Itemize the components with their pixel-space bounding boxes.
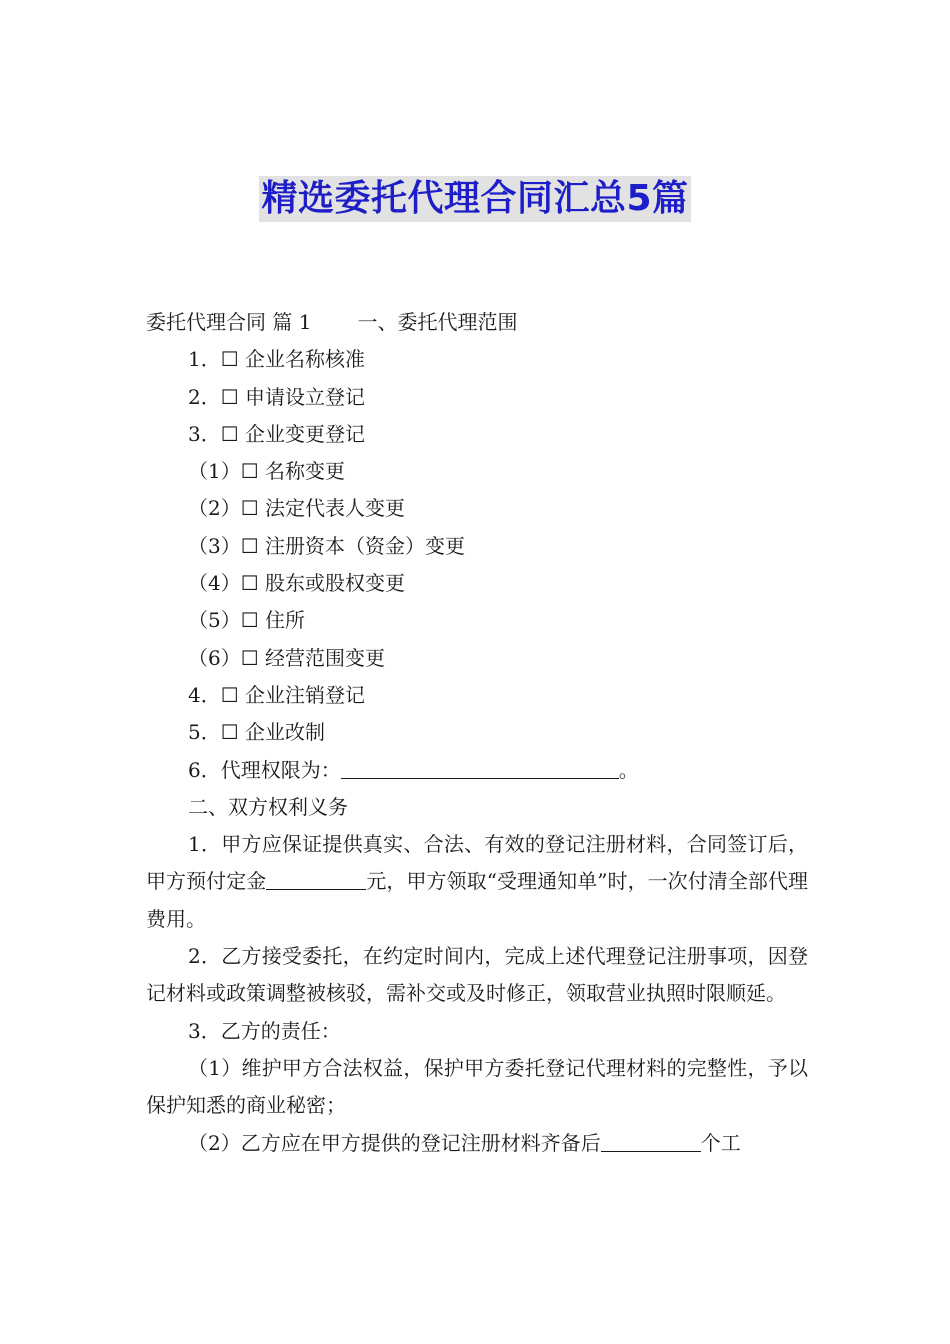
paragraph-3: 3．乙方的责任： bbox=[188, 1018, 341, 1043]
paragraph-2: 2．乙方接受委托，在约定时间内，完成上述代理登记注册事项，因登记材料或政策调整被核驳，需补交或及时修正，领取营业执照时限顺延。 bbox=[146, 944, 808, 1006]
paragraph-1-b: 元，甲方领取“受理通知单”时，一次付清全部代理费用。 bbox=[146, 869, 809, 931]
list-item: 3．☐ 企业变更登记 bbox=[188, 421, 366, 446]
authority-blank[interactable] bbox=[341, 756, 619, 779]
section-label: 委托代理合同 篇 1 bbox=[146, 310, 312, 334]
workdays-blank[interactable] bbox=[601, 1129, 701, 1152]
list-item: 2．☐ 申请设立登记 bbox=[188, 384, 366, 409]
authority-label: 6．代理权限为： bbox=[188, 757, 341, 782]
paragraph-1 bbox=[146, 826, 808, 938]
list-item: 1．☐ 企业名称核准 bbox=[188, 347, 366, 372]
sub-list-item: （3）☐ 注册资本（资金）变更 bbox=[188, 533, 466, 558]
heading-scope: 一、委托代理范围 bbox=[357, 310, 518, 334]
paragraph-5 bbox=[146, 1125, 808, 1162]
title-block bbox=[0, 176, 950, 222]
document-title: 精选委托代理合同汇总5篇 bbox=[259, 176, 690, 222]
paragraph-5-b: 个工 bbox=[700, 1130, 741, 1155]
heading-rights: 二、双方权利义务 bbox=[188, 794, 348, 819]
deposit-blank[interactable] bbox=[266, 867, 366, 890]
authority-end: 。 bbox=[618, 757, 639, 782]
paragraph-4: （1）维护甲方合法权益，保护甲方委托登记代理材料的完整性，予以保护知悉的商业秘密； bbox=[146, 1055, 808, 1118]
list-item: 4．☐ 企业注销登记 bbox=[188, 682, 366, 707]
sub-list-item: （2）☐ 法定代表人变更 bbox=[188, 496, 406, 521]
section-header-line bbox=[146, 304, 808, 341]
paragraph-5-a: （2）乙方应在甲方提供的登记注册材料齐备后 bbox=[188, 1130, 601, 1155]
sub-list-item: （1）☐ 名称变更 bbox=[188, 459, 346, 484]
document-body bbox=[146, 304, 808, 1162]
sub-list-item: （4）☐ 股东或股权变更 bbox=[188, 571, 406, 596]
list-item: 5．☐ 企业改制 bbox=[188, 720, 326, 745]
sub-list-item: （5）☐ 住所 bbox=[188, 608, 306, 633]
paragraph-1-a: 1．甲方应保证提供真实、合法、有效的登记注册材料，合同签订后，甲方预付定金 bbox=[146, 832, 808, 894]
authority-line bbox=[146, 752, 808, 789]
sub-list-item: （6）☐ 经营范围变更 bbox=[188, 645, 386, 670]
